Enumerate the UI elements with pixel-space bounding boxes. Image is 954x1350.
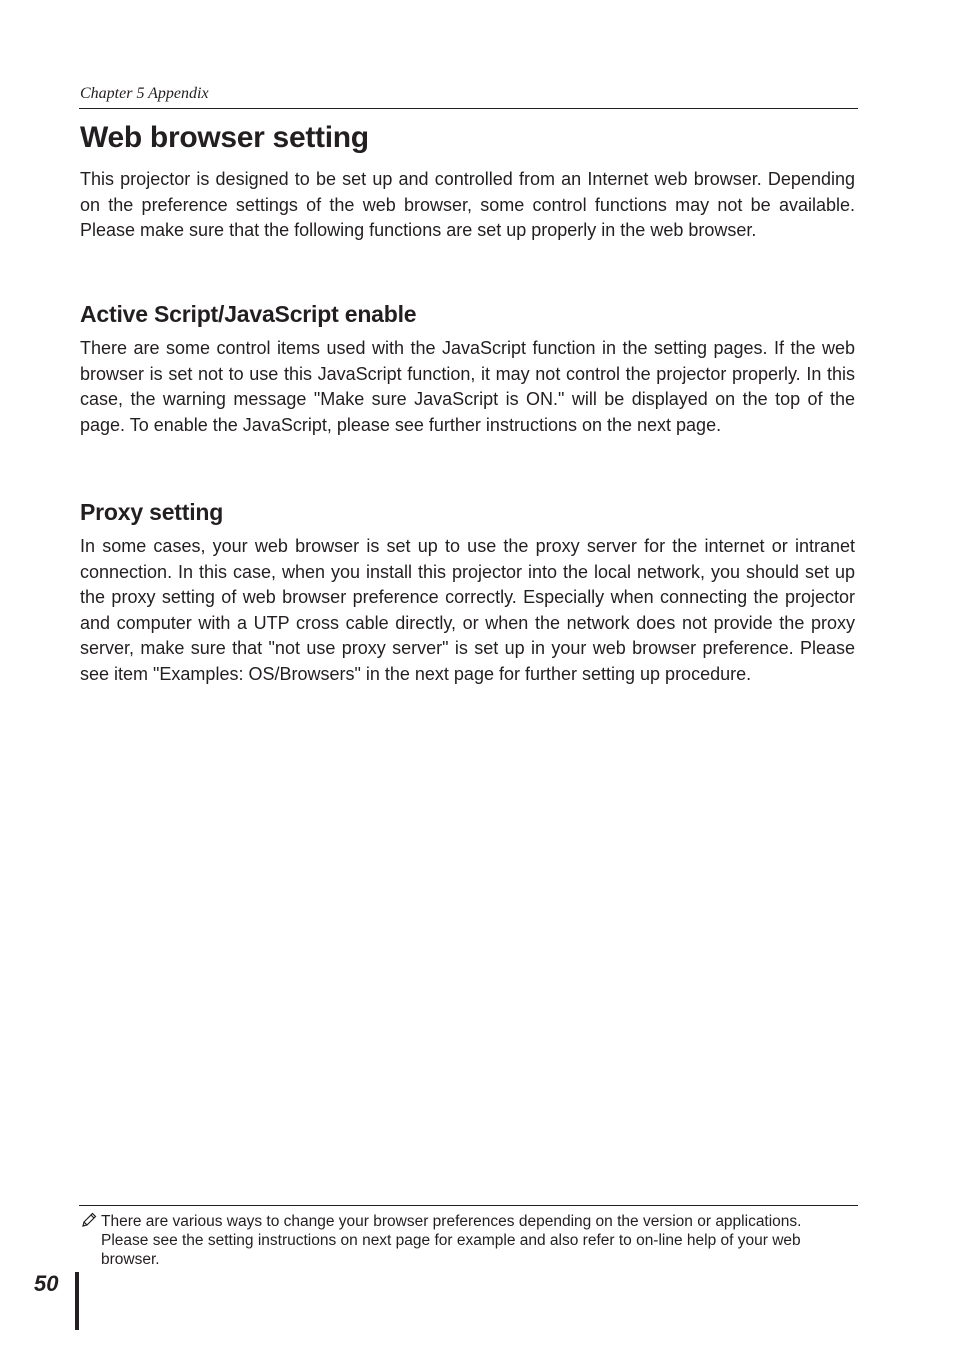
footnote-text: There are various ways to change your browser preferences depending on the version or applications. Please see the setting instructions on next page for example and also refer to on-line help of your web browser. bbox=[101, 1213, 802, 1268]
header-divider bbox=[79, 108, 858, 109]
footnote-divider bbox=[79, 1205, 858, 1206]
section-heading-proxy: Proxy setting bbox=[80, 499, 224, 525]
section-heading-javascript: Active Script/JavaScript enable bbox=[80, 301, 417, 327]
section-body-javascript: There are some control items used with the JavaScript function in the setting pages. If the web browser is set not to use this JavaScript function, it may not control the projector properly. In this case, the warning message "Make sure JavaScript is ON." will be displayed on the top of the page. To enable the JavaScript, please see further instructions on the next page. bbox=[80, 338, 855, 435]
section-body-proxy: In some cases, your web browser is set up to use the proxy server for the internet or intranet connection. In this case, when you install this projector into the local network, you should set up the proxy setting of web browser preference correctly. Especially when connecting the projector and computer with a UTP cross cable directly, or when the network does not provide the proxy server, make sure that "not use proxy server" is set up in your web browser preference. Please see item "Examples: OS/Browsers" in the next page for further setting up procedure. bbox=[80, 536, 855, 684]
pencil-note-icon bbox=[80, 1211, 98, 1229]
page-title: Web browser setting bbox=[80, 121, 369, 154]
page-number: 50 bbox=[34, 1271, 59, 1296]
page-number-bar bbox=[75, 1272, 79, 1330]
chapter-header: Chapter 5 Appendix bbox=[80, 85, 209, 102]
intro-paragraph: This projector is designed to be set up and controlled from an Internet web browser. Depending on the preference settings of the web browser, some control functions may not be available. Please make sure that the following functions are set up properly in the web browser. bbox=[80, 169, 855, 241]
